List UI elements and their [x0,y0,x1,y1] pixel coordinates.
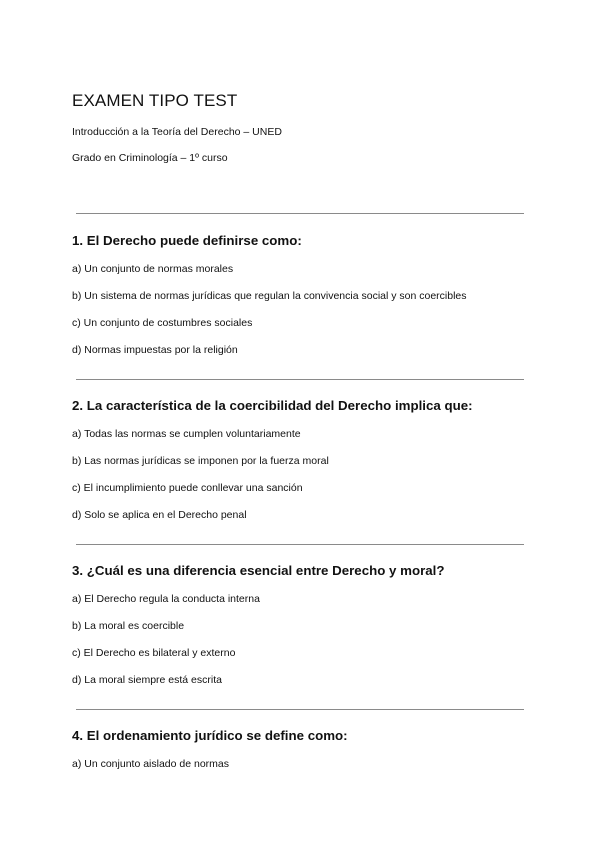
option-d: d) La moral siempre está escrita [72,674,222,686]
option-d: d) Solo se aplica en el Derecho penal [72,509,247,521]
divider [76,379,524,380]
option-d: d) Normas impuestas por la religión [72,344,238,356]
divider [76,709,524,710]
degree-subtitle: Grado en Criminología – 1º curso [72,152,228,164]
question-3 [72,563,542,686]
option-c: c) Un conjunto de costumbres sociales [72,317,253,329]
question-text: 4. El ordenamiento jurídico se define como: [72,728,348,743]
option-c: c) El incumplimiento puede conllevar una sanción [72,482,303,494]
option-a: a) Un conjunto de normas morales [72,263,234,275]
question-text: 2. La característica de la coercibilidad del Derecho implica que: [72,398,473,413]
option-b: b) La moral es coercible [72,620,185,632]
divider [76,544,524,545]
question-1 [72,233,542,356]
page-title: EXAMEN TIPO TEST [72,91,238,110]
option-a: a) Todas las normas se cumplen voluntariamente [72,428,301,440]
question-text: 1. El Derecho puede definirse como: [72,233,302,248]
question-4 [72,728,542,770]
option-a: a) Un conjunto aislado de normas [72,758,230,770]
option-b: b) Las normas jurídicas se imponen por la fuerza moral [72,455,329,467]
option-a: a) El Derecho regula la conducta interna [72,593,260,605]
option-b: b) Un sistema de normas jurídicas que regulan la convivencia social y son coercibles [72,290,467,302]
question-2 [72,398,542,521]
divider [76,213,524,214]
question-text: 3. ¿Cuál es una diferencia esencial entre Derecho y moral? [72,563,445,578]
option-c: c) El Derecho es bilateral y externo [72,647,236,659]
course-subtitle: Introducción a la Teoría del Derecho – UNED [72,126,282,138]
